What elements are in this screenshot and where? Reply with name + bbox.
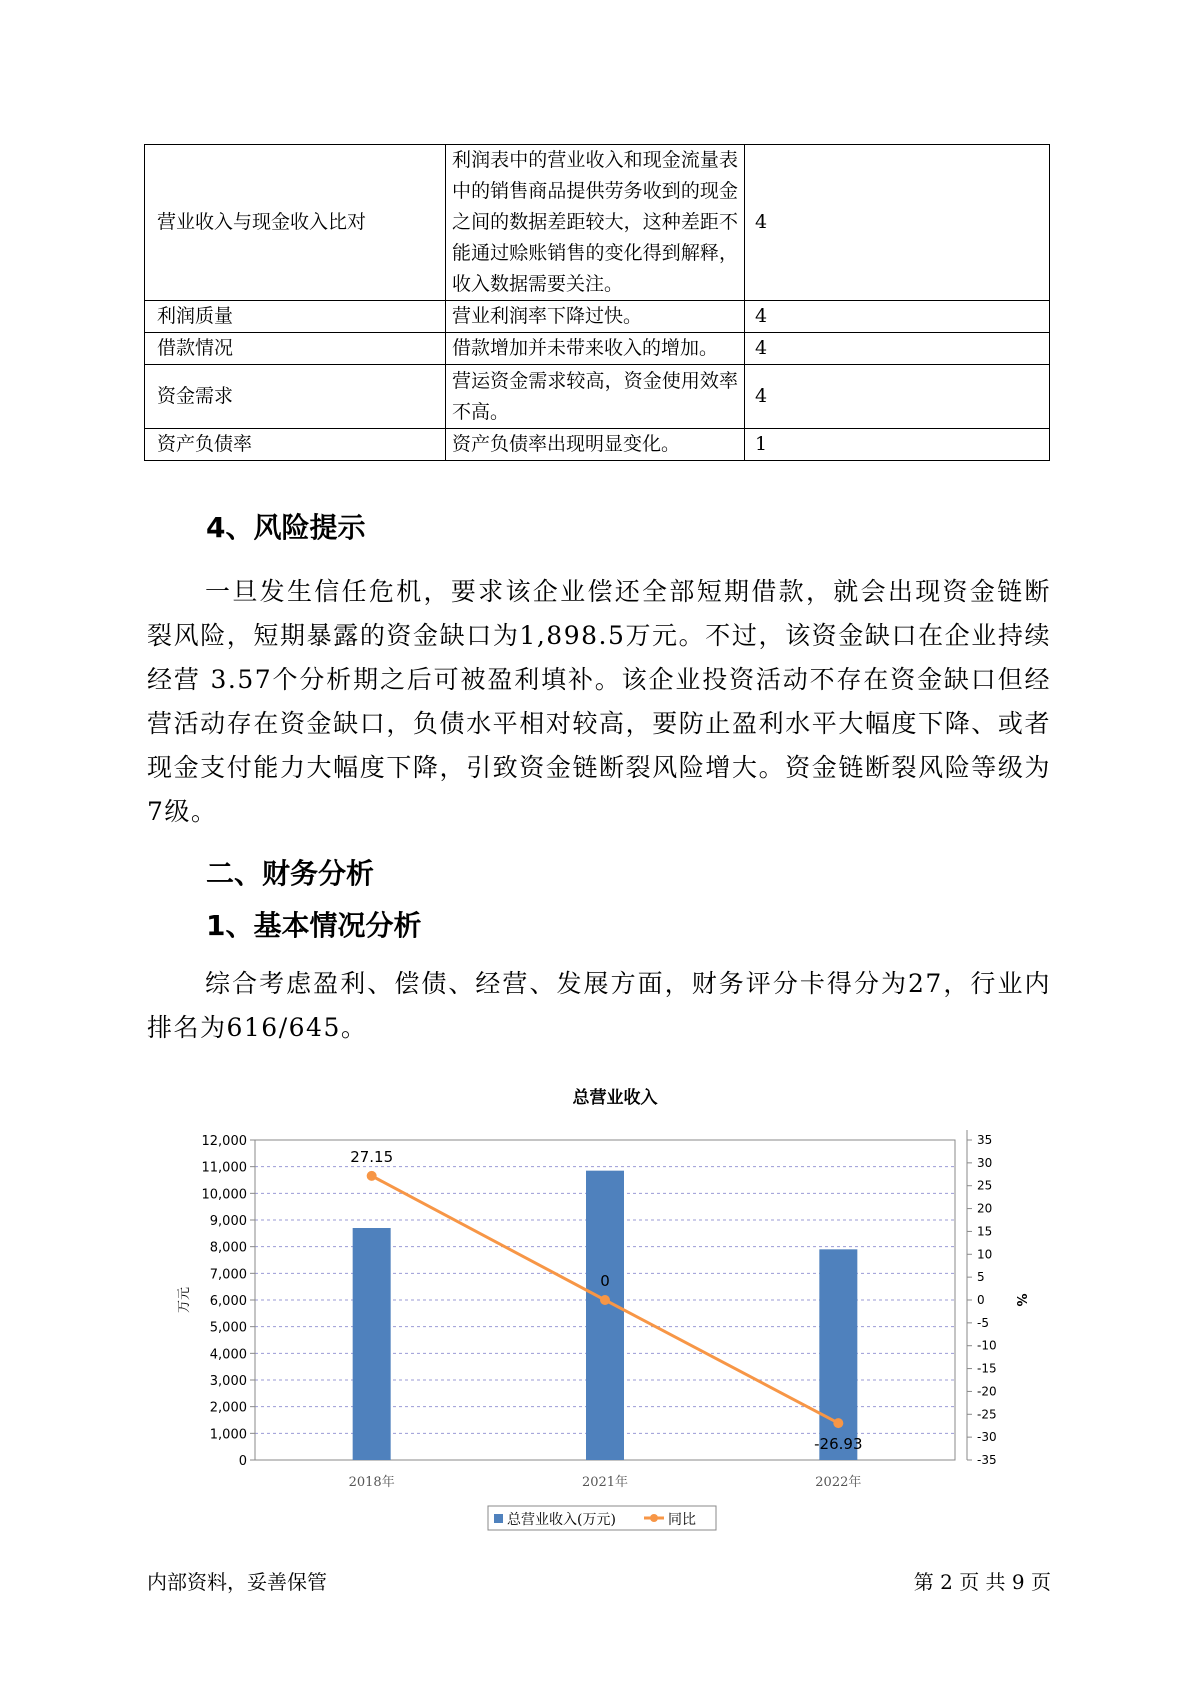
y2-tick-label: -15 — [977, 1361, 997, 1376]
y2-tick-label: -30 — [977, 1430, 997, 1445]
y2-tick-label: -10 — [977, 1338, 997, 1353]
y2-tick-label: 10 — [977, 1247, 993, 1262]
legend-label-line: 同比 — [668, 1512, 696, 1528]
basic-analysis-heading: 1、基本情况分析 — [206, 909, 422, 942]
table-cell-desc: 借款增加并未带来收入的增加。 — [446, 333, 745, 365]
table-cell-score: 4 — [745, 333, 1050, 365]
x-tick-label: 2021年 — [581, 1475, 629, 1490]
risk-table — [144, 144, 1050, 461]
y2-tick-label: 25 — [977, 1178, 993, 1193]
x-tick-label: 2022年 — [815, 1475, 862, 1490]
yoy-point — [600, 1295, 610, 1305]
data-label: -26.93 — [814, 1435, 863, 1454]
risk-heading: 4、风险提示 — [206, 511, 366, 544]
table-cell-item: 利润质量 — [145, 301, 446, 333]
chart-title: 总营业收入 — [572, 1088, 658, 1108]
y-tick-label: 2,000 — [209, 1400, 247, 1416]
table-row — [145, 365, 1050, 429]
table-cell-item: 营业收入与现金收入比对 — [145, 145, 446, 301]
table-row — [145, 429, 1050, 461]
y2-tick-label: 15 — [977, 1224, 993, 1239]
table-cell-desc: 营业利润率下降过快。 — [446, 301, 745, 333]
bar — [353, 1228, 391, 1460]
y-tick-label: 9,000 — [209, 1214, 247, 1229]
risk-paragraph: 一旦发生信任危机，要求该企业偿还全部短期借款，就会出现资金链断裂风险，短期暴露的资金缺口为1,898.5万元。不过，该资金缺口在企业持续经营 3.57个分析期之后可被盈利填补。该企业投资活动不存在资金缺口但经营活动存在资金缺口，负债水平相对较高，要防止盈利水平大幅度下降、或者现金支付能力大幅度下降，引致资金链断裂风险增大。资金链断裂风险等级为7级。 — [147, 577, 1051, 826]
finance-heading: 二、财务分析 — [206, 857, 375, 890]
footer-confidential: 内部资料，妥善保管 — [147, 1570, 327, 1594]
y2-tick-label: 20 — [977, 1201, 993, 1216]
y2-tick-label: 5 — [977, 1270, 985, 1285]
x-tick-label: 2018年 — [348, 1475, 395, 1490]
y-tick-label: 12,000 — [201, 1134, 247, 1149]
table-cell-desc: 资产负债率出现明显变化。 — [446, 429, 745, 461]
y-tick-label: 1,000 — [209, 1427, 247, 1443]
y-tick-label: 6,000 — [209, 1294, 247, 1309]
y-tick-label: 7,000 — [209, 1267, 247, 1283]
y-tick-label: 4,000 — [209, 1347, 247, 1363]
basic-analysis-paragraph: 综合考虑盈利、偿债、经营、发展方面，财务评分卡得分为27，行业内排名为616/645。 — [147, 969, 1051, 1042]
table-cell-score: 4 — [745, 301, 1050, 333]
table-cell-item: 资金需求 — [145, 365, 446, 429]
data-label: 27.15 — [350, 1147, 394, 1166]
data-label: 0 — [600, 1272, 610, 1290]
legend-label-bar: 总营业收入(万元) — [507, 1512, 616, 1528]
footer-page-number: 第 2 页 共 9 页 — [913, 1570, 1051, 1594]
y2-tick-label: -20 — [977, 1384, 997, 1399]
y-tick-label: 3,000 — [209, 1374, 247, 1389]
y2-tick-label: -35 — [977, 1453, 997, 1467]
table-cell-score: 4 — [745, 145, 1050, 301]
y2-axis-label: % — [1013, 1293, 1028, 1307]
y-tick-label: 0 — [238, 1454, 247, 1469]
table-row — [145, 333, 1050, 365]
yoy-point — [833, 1418, 843, 1428]
table-cell-score: 1 — [745, 429, 1050, 461]
bar — [819, 1249, 857, 1460]
y2-tick-label: -5 — [977, 1315, 989, 1330]
revenue-chart — [160, 1070, 1040, 1550]
bar — [586, 1171, 624, 1460]
table-cell-score: 4 — [745, 365, 1050, 429]
legend-swatch-point — [650, 1514, 658, 1522]
y-tick-label: 10,000 — [201, 1187, 247, 1203]
y2-tick-label: -25 — [977, 1407, 997, 1422]
y2-tick-label: 30 — [977, 1155, 993, 1170]
y-tick-label: 8,000 — [209, 1240, 247, 1256]
legend-swatch-bar — [494, 1514, 503, 1523]
table-cell-item: 资产负债率 — [145, 429, 446, 461]
y2-tick-label: 35 — [977, 1133, 993, 1147]
yoy-point — [367, 1171, 377, 1181]
table-cell-desc: 利润表中的营业收入和现金流量表中的销售商品提供劳务收到的现金之间的数据差距较大，这种差距不能通过赊账销售的变化得到解释，收入数据需要关注。 — [446, 145, 745, 301]
y-axis-label: 万元 — [177, 1286, 192, 1314]
y-tick-label: 5,000 — [209, 1320, 247, 1336]
table-cell-desc: 营运资金需求较高，资金使用效率不高。 — [446, 365, 745, 429]
table-row — [145, 301, 1050, 333]
table-row — [145, 145, 1050, 301]
table-cell-item: 借款情况 — [145, 333, 446, 365]
y2-tick-label: 0 — [977, 1293, 985, 1307]
y-tick-label: 11,000 — [201, 1160, 247, 1176]
